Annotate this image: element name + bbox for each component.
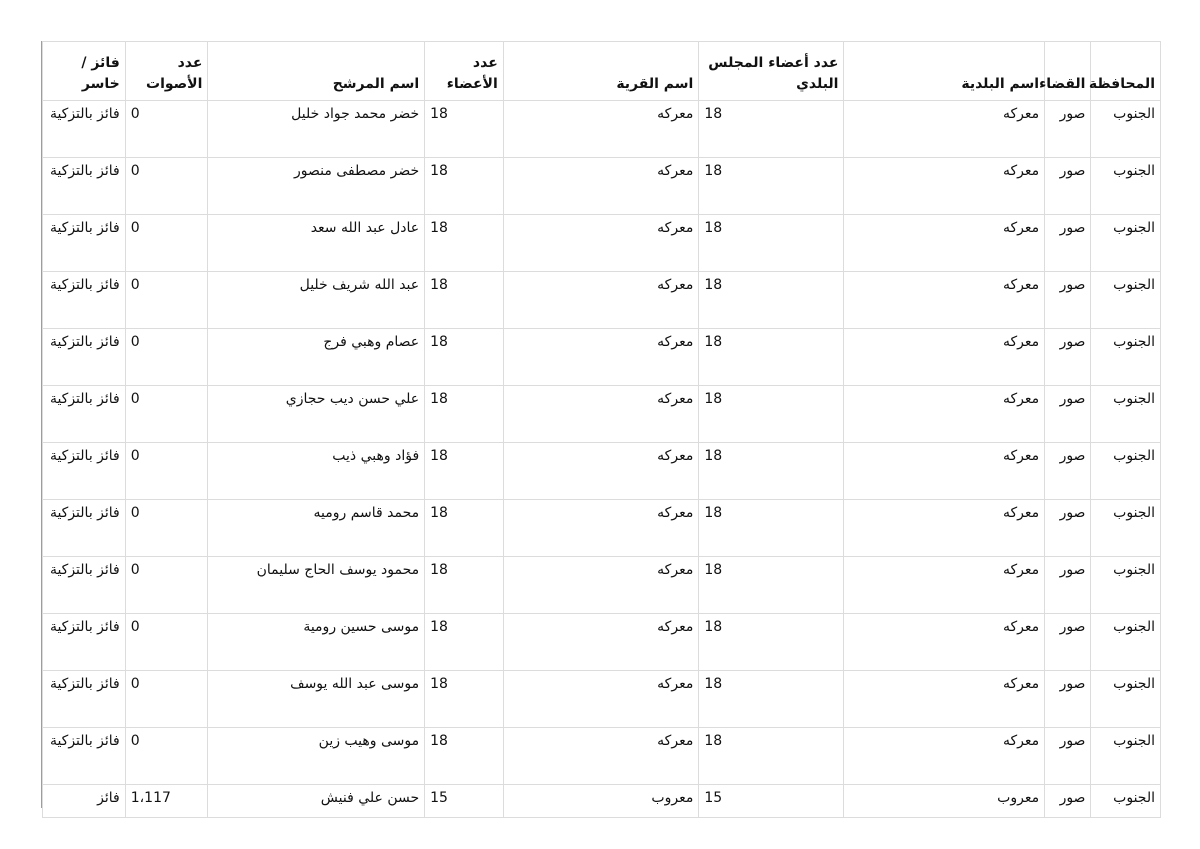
cell-governorate[interactable]: الجنوب bbox=[1091, 614, 1161, 671]
cell-governorate[interactable]: الجنوب bbox=[1091, 785, 1161, 818]
header-council-members[interactable]: عدد أعضاء المجلس البلدي bbox=[699, 42, 844, 101]
cell-votes[interactable]: 0 bbox=[125, 728, 208, 785]
cell-members[interactable]: 18 bbox=[425, 614, 504, 671]
results-sheet bbox=[41, 41, 1161, 808]
cell-municipality[interactable]: معركه bbox=[844, 272, 1045, 329]
cell-council-members[interactable]: 18 bbox=[699, 329, 844, 386]
table-row[interactable] bbox=[43, 272, 1161, 329]
cell-village[interactable]: معركه bbox=[503, 500, 699, 557]
cell-members[interactable]: 18 bbox=[425, 158, 504, 215]
cell-candidate[interactable]: حسن علي فنيش bbox=[208, 785, 425, 818]
cell-governorate[interactable]: الجنوب bbox=[1091, 557, 1161, 614]
table-row[interactable] bbox=[43, 671, 1161, 728]
cell-candidate[interactable]: علي حسن ديب حجازي bbox=[208, 386, 425, 443]
cell-municipality[interactable]: معروب bbox=[844, 785, 1045, 818]
table-body bbox=[43, 101, 1161, 818]
cell-village[interactable]: معركه bbox=[503, 215, 699, 272]
cell-members[interactable]: 15 bbox=[425, 785, 504, 818]
cell-council-members[interactable]: 18 bbox=[699, 272, 844, 329]
cell-members[interactable]: 18 bbox=[425, 386, 504, 443]
cell-votes[interactable]: 0 bbox=[125, 614, 208, 671]
table-row[interactable] bbox=[43, 500, 1161, 557]
cell-district[interactable]: صور bbox=[1045, 671, 1091, 728]
cell-governorate[interactable]: الجنوب bbox=[1091, 500, 1161, 557]
cell-council-members[interactable]: 18 bbox=[699, 500, 844, 557]
cell-members[interactable]: 18 bbox=[425, 671, 504, 728]
cell-district[interactable]: صور bbox=[1045, 500, 1091, 557]
cell-council-members[interactable]: 18 bbox=[699, 557, 844, 614]
cell-council-members[interactable]: 18 bbox=[699, 671, 844, 728]
table-row[interactable] bbox=[43, 728, 1161, 785]
cell-votes[interactable]: 0 bbox=[125, 158, 208, 215]
cell-candidate[interactable]: عبد الله شريف خليل bbox=[208, 272, 425, 329]
cell-result[interactable]: فائز بالتزكية bbox=[43, 272, 126, 329]
results-table bbox=[42, 41, 1161, 818]
cell-result[interactable]: فائز بالتزكية bbox=[43, 329, 126, 386]
cell-candidate[interactable]: عصام وهبي فرج bbox=[208, 329, 425, 386]
cell-result[interactable]: فائز bbox=[43, 785, 126, 818]
cell-result[interactable]: فائز بالتزكية bbox=[43, 386, 126, 443]
cell-members[interactable]: 18 bbox=[425, 728, 504, 785]
cell-candidate[interactable]: موسى حسين رومية bbox=[208, 614, 425, 671]
header-result[interactable]: فائز / خاسر bbox=[43, 42, 126, 101]
cell-village[interactable]: معركه bbox=[503, 557, 699, 614]
table-row[interactable] bbox=[43, 158, 1161, 215]
header-district[interactable]: القضاء bbox=[1045, 42, 1091, 101]
cell-municipality[interactable]: معركه bbox=[844, 614, 1045, 671]
cell-council-members[interactable]: 15 bbox=[699, 785, 844, 818]
cell-village[interactable]: معركه bbox=[503, 443, 699, 500]
cell-result[interactable]: فائز بالتزكية bbox=[43, 500, 126, 557]
cell-candidate[interactable]: فؤاد وهبي ذيب bbox=[208, 443, 425, 500]
cell-district[interactable]: صور bbox=[1045, 386, 1091, 443]
cell-votes[interactable]: 0 bbox=[125, 215, 208, 272]
cell-members[interactable]: 18 bbox=[425, 272, 504, 329]
header-members[interactable]: عدد الأعضاء bbox=[425, 42, 504, 101]
cell-votes[interactable]: 0 bbox=[125, 101, 208, 158]
cell-district[interactable]: صور bbox=[1045, 101, 1091, 158]
cell-village[interactable]: معركه bbox=[503, 272, 699, 329]
cell-municipality[interactable]: معركه bbox=[844, 386, 1045, 443]
cell-members[interactable]: 18 bbox=[425, 500, 504, 557]
table-row[interactable] bbox=[43, 557, 1161, 614]
cell-members[interactable]: 18 bbox=[425, 101, 504, 158]
cell-result[interactable]: فائز بالتزكية bbox=[43, 671, 126, 728]
cell-candidate[interactable]: موسى عبد الله يوسف bbox=[208, 671, 425, 728]
cell-district[interactable]: صور bbox=[1045, 272, 1091, 329]
cell-municipality[interactable]: معركه bbox=[844, 557, 1045, 614]
cell-governorate[interactable]: الجنوب bbox=[1091, 101, 1161, 158]
cell-district[interactable]: صور bbox=[1045, 728, 1091, 785]
table-row[interactable] bbox=[43, 785, 1161, 818]
cell-district[interactable]: صور bbox=[1045, 215, 1091, 272]
table-row[interactable] bbox=[43, 101, 1161, 158]
cell-district[interactable]: صور bbox=[1045, 785, 1091, 818]
cell-candidate[interactable]: محمود يوسف الحاج سليمان bbox=[208, 557, 425, 614]
cell-members[interactable]: 18 bbox=[425, 443, 504, 500]
cell-village[interactable]: معركه bbox=[503, 614, 699, 671]
cell-council-members[interactable]: 18 bbox=[699, 728, 844, 785]
cell-candidate[interactable]: موسى وهيب زين bbox=[208, 728, 425, 785]
table-row[interactable] bbox=[43, 614, 1161, 671]
cell-governorate[interactable]: الجنوب bbox=[1091, 272, 1161, 329]
cell-district[interactable]: صور bbox=[1045, 443, 1091, 500]
cell-village[interactable]: معركه bbox=[503, 101, 699, 158]
cell-governorate[interactable]: الجنوب bbox=[1091, 386, 1161, 443]
cell-members[interactable]: 18 bbox=[425, 329, 504, 386]
cell-votes[interactable]: 0 bbox=[125, 443, 208, 500]
cell-result[interactable]: فائز بالتزكية bbox=[43, 614, 126, 671]
cell-votes[interactable]: 1،117 bbox=[125, 785, 208, 818]
cell-municipality[interactable]: معركه bbox=[844, 671, 1045, 728]
cell-district[interactable]: صور bbox=[1045, 329, 1091, 386]
cell-governorate[interactable]: الجنوب bbox=[1091, 329, 1161, 386]
cell-candidate[interactable]: خضر مصطفى منصور bbox=[208, 158, 425, 215]
cell-result[interactable]: فائز بالتزكية bbox=[43, 728, 126, 785]
cell-council-members[interactable]: 18 bbox=[699, 158, 844, 215]
cell-municipality[interactable]: معركه bbox=[844, 158, 1045, 215]
cell-village[interactable]: معروب bbox=[503, 785, 699, 818]
cell-members[interactable]: 18 bbox=[425, 557, 504, 614]
cell-votes[interactable]: 0 bbox=[125, 272, 208, 329]
cell-municipality[interactable]: معركه bbox=[844, 728, 1045, 785]
cell-governorate[interactable]: الجنوب bbox=[1091, 728, 1161, 785]
table-row[interactable] bbox=[43, 386, 1161, 443]
cell-village[interactable]: معركه bbox=[503, 671, 699, 728]
cell-village[interactable]: معركه bbox=[503, 329, 699, 386]
header-candidate[interactable]: اسم المرشح bbox=[208, 42, 425, 101]
cell-candidate[interactable]: خضر محمد جواد خليل bbox=[208, 101, 425, 158]
cell-candidate[interactable]: عادل عبد الله سعد bbox=[208, 215, 425, 272]
cell-governorate[interactable]: الجنوب bbox=[1091, 443, 1161, 500]
cell-municipality[interactable]: معركه bbox=[844, 329, 1045, 386]
cell-village[interactable]: معركه bbox=[503, 386, 699, 443]
cell-council-members[interactable]: 18 bbox=[699, 386, 844, 443]
cell-district[interactable]: صور bbox=[1045, 158, 1091, 215]
table-row[interactable] bbox=[43, 215, 1161, 272]
cell-members[interactable]: 18 bbox=[425, 215, 504, 272]
header-row bbox=[43, 42, 1161, 101]
cell-votes[interactable]: 0 bbox=[125, 500, 208, 557]
table-row[interactable] bbox=[43, 329, 1161, 386]
cell-village[interactable]: معركه bbox=[503, 728, 699, 785]
cell-municipality[interactable]: معركه bbox=[844, 215, 1045, 272]
cell-result[interactable]: فائز بالتزكية bbox=[43, 557, 126, 614]
cell-governorate[interactable]: الجنوب bbox=[1091, 671, 1161, 728]
header-governorate[interactable]: المحافظة bbox=[1091, 42, 1161, 101]
table-row[interactable] bbox=[43, 443, 1161, 500]
cell-district[interactable]: صور bbox=[1045, 557, 1091, 614]
cell-village[interactable]: معركه bbox=[503, 158, 699, 215]
cell-votes[interactable]: 0 bbox=[125, 329, 208, 386]
cell-candidate[interactable]: محمد قاسم روميه bbox=[208, 500, 425, 557]
cell-result[interactable]: فائز بالتزكية bbox=[43, 215, 126, 272]
cell-result[interactable]: فائز بالتزكية bbox=[43, 101, 126, 158]
cell-council-members[interactable]: 18 bbox=[699, 101, 844, 158]
header-municipality[interactable]: اسم البلدية bbox=[844, 42, 1045, 101]
cell-council-members[interactable]: 18 bbox=[699, 215, 844, 272]
cell-result[interactable]: فائز بالتزكية bbox=[43, 443, 126, 500]
header-village[interactable]: اسم القرية bbox=[503, 42, 699, 101]
cell-municipality[interactable]: معركه bbox=[844, 443, 1045, 500]
cell-votes[interactable]: 0 bbox=[125, 557, 208, 614]
cell-governorate[interactable]: الجنوب bbox=[1091, 215, 1161, 272]
cell-result[interactable]: فائز بالتزكية bbox=[43, 158, 126, 215]
cell-municipality[interactable]: معركه bbox=[844, 500, 1045, 557]
cell-governorate[interactable]: الجنوب bbox=[1091, 158, 1161, 215]
header-votes[interactable]: عدد الأصوات bbox=[125, 42, 208, 101]
cell-district[interactable]: صور bbox=[1045, 614, 1091, 671]
cell-votes[interactable]: 0 bbox=[125, 671, 208, 728]
cell-municipality[interactable]: معركه bbox=[844, 101, 1045, 158]
cell-votes[interactable]: 0 bbox=[125, 386, 208, 443]
cell-council-members[interactable]: 18 bbox=[699, 443, 844, 500]
cell-council-members[interactable]: 18 bbox=[699, 614, 844, 671]
